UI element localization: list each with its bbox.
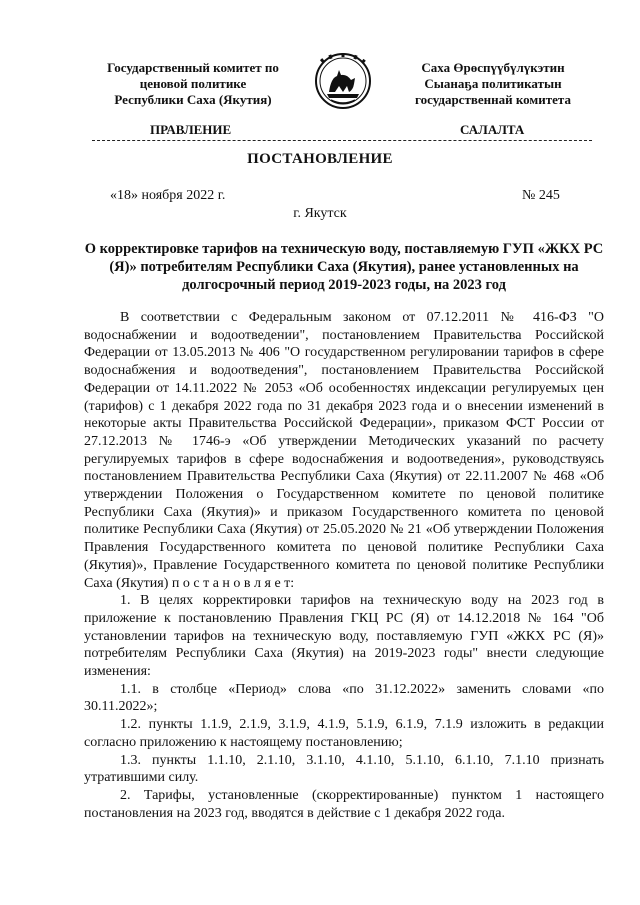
coat-of-arms-emblem	[309, 50, 377, 112]
board-label-ru: ПРАВЛЕНИЕ	[150, 122, 232, 137]
header-divider	[92, 140, 592, 141]
clause-1-1: 1.1. в столбце «Период» слова «по 31.12.2022» заменить словами «по 30.11.2022»;	[84, 681, 604, 715]
document-date: «18» ноября 2022 г.	[110, 188, 226, 203]
preamble-paragraph: В соответствии с Федеральным законом от 07.12.2011 № 416-ФЗ "О водоснабжении и водоотведении", постановлением Правительства Российской Федерации от 13.05.2013 № 406 "О государственном регулировании тарифов в сфере водоснабжения и водоотведения", постановлением Правительства Российской Федерации от 14.11.2022 № 2053 «Об особенностях индексации регулируемых цен (тарифов) с 1 декабря 2022 года по 31 декабря 2023 года и о внесении изменений в некоторые акты Правительства Российской Федерации», приказом ФСТ России от 27.12.2013 № 1746-э «Об утверждении Методических указаний по расчету регулируемых тарифов в сфере водоснабжения и водоотведения», руководствуясь постановлением Правительства Республики Саха (Якутия) от 22.11.2007 № 468 «Об утверждении Положения о Государственном комитете по ценовой политике Республики Саха (Якутия)» и приказом Государственного комитета по ценовой политике Республики Саха (Якутия) от 25.05.2020 № 21 «Об утверждении Положения Правления Государственного комитета по ценовой политике Республики Саха (Якутия)», Правление Государственного комитета по ценовой политике Республики Саха (Якутия) п о с т а н о в л я е т:	[84, 310, 604, 591]
document-number: № 245	[522, 188, 560, 203]
clause-1-3: 1.3. пункты 1.1.10, 2.1.10, 3.1.10, 4.1.10, 5.1.10, 6.1.10, 7.1.10 признать утратившими силу.	[84, 752, 604, 786]
clause-2: 2. Тарифы, установленные (скорректированные) пунктом 1 настоящего постановления на 2023 год, вводятся в действие с 1 декабря 2022 года.	[84, 787, 604, 821]
document-type-heading: ПОСТАНОВЛЕНИЕ	[247, 151, 393, 167]
header-right-line: Сыанаҕа политикатын	[424, 76, 562, 91]
header-left-line: Государственный комитет по	[107, 60, 279, 75]
document-body	[84, 309, 604, 822]
header-left-line: Республики Саха (Якутия)	[114, 92, 272, 107]
header-left-line: ценовой политике	[139, 76, 247, 91]
document-city: г. Якутск	[293, 206, 347, 221]
header-right-line: государственнай комитета	[415, 92, 571, 107]
header-left-block	[78, 60, 308, 108]
header-right-block	[388, 60, 598, 108]
header-right-line: Саха Өрөспүүбүлүкэтин	[421, 60, 565, 75]
document-title: О корректировке тарифов на техническую воду, поставляемую ГУП «ЖКХ РС (Я)» потребителям Республики Саха (Якутия), ранее установленных на долгосрочный период 2019-2023 годы, на 2023 год	[84, 241, 604, 293]
clause-1: 1. В целях корректировки тарифов на техническую воду на 2023 год в приложение к постановлению Правления ГКЦ РС (Я) от 14.12.2018 № 164 "Об установлении тарифов на техническую воду, поставляемую ГУП «ЖКХ РС (Я)» потребителям Республики Саха (Якутия) на 2019-2023 годы" внести следующие изменения:	[84, 593, 604, 680]
clause-1-2: 1.2. пункты 1.1.9, 2.1.9, 3.1.9, 4.1.9, 5.1.9, 6.1.9, 7.1.9 изложить в редакции согласно приложению к настоящему постановлению;	[84, 717, 604, 750]
board-label-sakha: САЛАЛТА	[460, 122, 525, 137]
